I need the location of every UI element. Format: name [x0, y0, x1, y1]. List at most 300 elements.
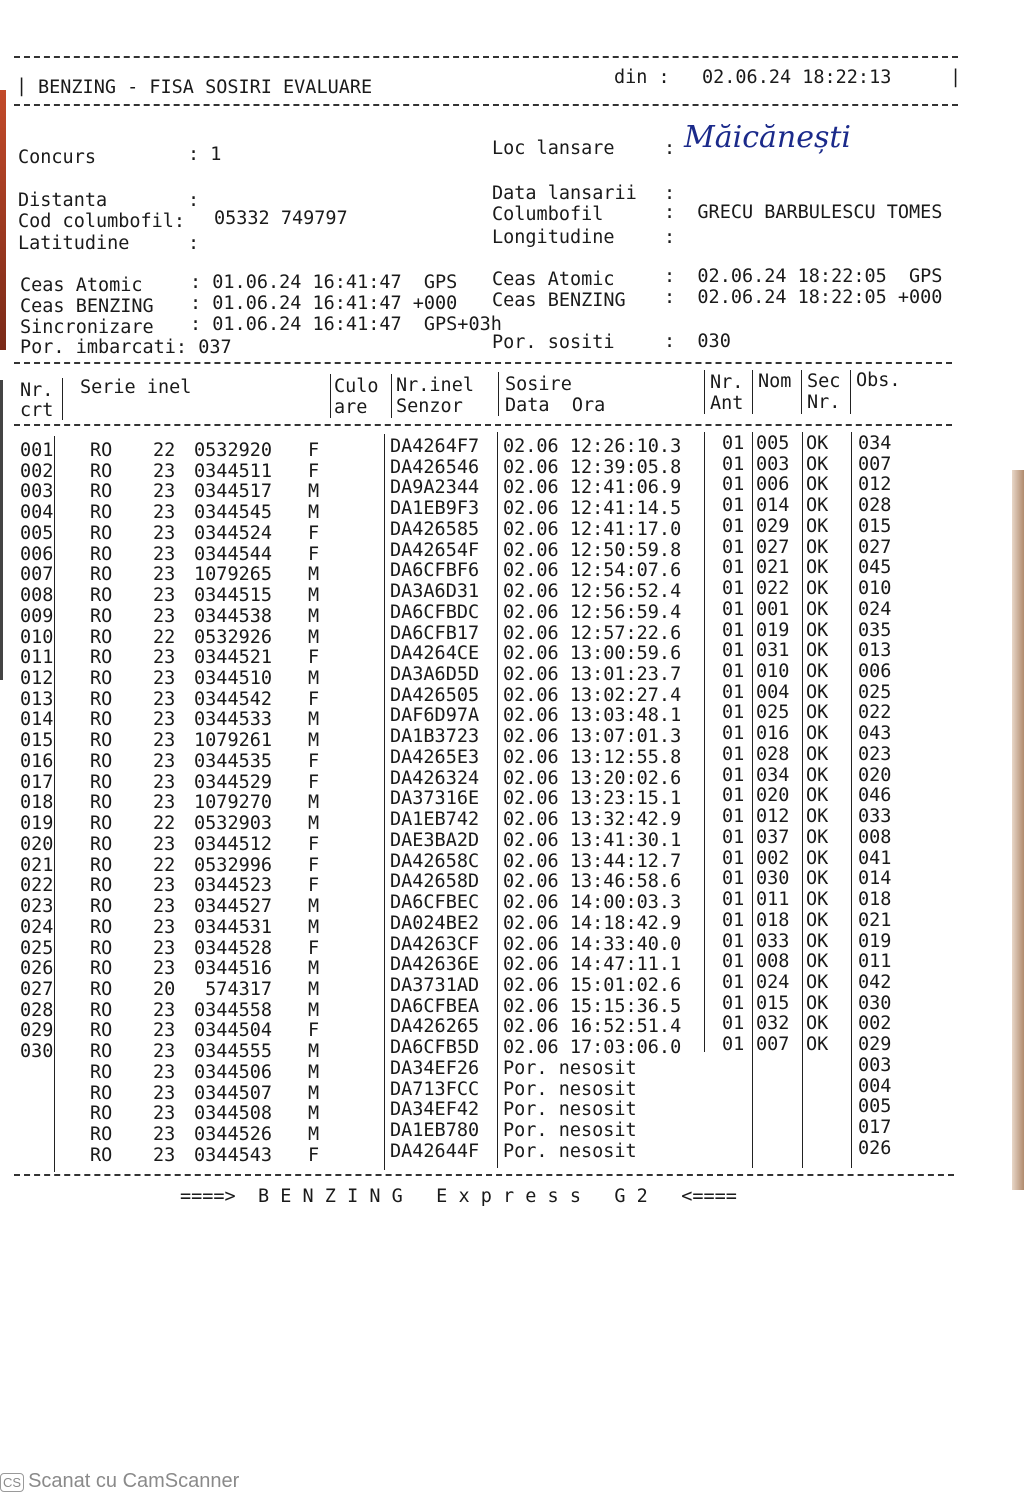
- ceas-atomic-end: : 02.06.24 18:22:05 GPS: [664, 266, 943, 287]
- cell-sex: F: [308, 647, 320, 669]
- cell-serie-tara: RO: [90, 792, 113, 814]
- cell-sec-nr: OK: [806, 536, 829, 558]
- cell-obs: 010: [858, 578, 892, 600]
- cell-sex: M: [308, 999, 320, 1021]
- cell-serie-tara: RO: [90, 626, 113, 648]
- cell-serie-numar: 0344517: [194, 481, 272, 503]
- cell-sosire: Por. nesosit: [503, 1140, 637, 1162]
- cell-serie-numar: 1079261: [194, 730, 272, 752]
- body-sep-5: [752, 432, 753, 1168]
- cell-nom: 037: [756, 826, 790, 848]
- cell-serie-an: 23: [153, 668, 176, 690]
- concurs-value: : 1: [188, 144, 222, 165]
- cell-nom: 010: [756, 661, 790, 683]
- cell-nr-crt: 010: [20, 626, 54, 648]
- cell-serie-tara: RO: [90, 1020, 113, 1042]
- header-sep-3: [391, 374, 392, 418]
- cell-serie-tara: RO: [90, 543, 113, 565]
- cell-nr-ant: 01: [722, 909, 745, 931]
- cell-sex: M: [308, 1061, 320, 1083]
- cell-nr-crt: 025: [20, 937, 54, 959]
- cell-nr-crt: 012: [20, 668, 54, 690]
- cell-sosire: Por. nesosit: [503, 1057, 637, 1079]
- ceas-benzing-end: : 02.06.24 18:22:05 +000: [664, 287, 943, 308]
- header-pipe-right: |: [950, 67, 962, 88]
- cell-nr-ant: 01: [722, 764, 745, 786]
- cell-nr-ant: 01: [722, 723, 745, 745]
- cell-sosire: Por. nesosit: [503, 1099, 637, 1121]
- cell-sec-nr: OK: [806, 723, 829, 745]
- cod-columbofil-value: 05332 749797: [214, 208, 348, 229]
- cell-serie-tara: RO: [90, 709, 113, 731]
- cell-serie-numar: 0344543: [194, 1144, 272, 1166]
- cell-nom: 022: [756, 578, 790, 600]
- cell-nr-inel-senzor: DA1B3723: [390, 726, 480, 748]
- cell-sosire: 02.06 13:12:55.8: [503, 746, 682, 768]
- cell-sex: F: [308, 440, 320, 461]
- benzing-express-footer: ====> B E N Z I N G E x p r e s s G 2 <====: [180, 1186, 737, 1207]
- cell-sex: M: [308, 481, 320, 503]
- cell-serie-tara: RO: [90, 1144, 113, 1166]
- cell-nr-ant: 01: [722, 847, 745, 869]
- ceas-atomic-label: Ceas Atomic: [20, 275, 143, 296]
- cell-nr-ant: 01: [722, 598, 745, 620]
- document-title: BENZING - FISA SOSIRI EVALUARE: [38, 77, 373, 98]
- cell-serie-numar: 0344512: [194, 833, 272, 855]
- cell-nr-crt: 016: [20, 750, 54, 772]
- cell-serie-tara: RO: [90, 1082, 113, 1104]
- cell-sec-nr: OK: [806, 971, 829, 993]
- cell-nr-crt: 007: [20, 564, 54, 586]
- cell-serie-an: 23: [153, 605, 176, 627]
- din-value: 02.06.24 18:22:13: [702, 67, 892, 88]
- cell-nr-inel-senzor: DA4264CE: [390, 643, 480, 665]
- cell-obs: 015: [858, 515, 892, 537]
- cell-serie-numar: 0344523: [194, 875, 272, 897]
- cell-nr-inel-senzor: DA426585: [390, 518, 480, 540]
- cell-serie-numar: 0344511: [194, 460, 272, 482]
- cell-nr-inel-senzor: DA6CFBF6: [390, 560, 480, 582]
- cell-obs: 023: [858, 743, 892, 765]
- cell-serie-an: 23: [153, 1041, 176, 1063]
- cell-serie-tara: RO: [90, 668, 113, 690]
- cell-serie-numar: 0344555: [194, 1041, 272, 1063]
- cell-serie-tara: RO: [90, 854, 113, 876]
- cell-nr-inel-senzor: DA426265: [390, 1016, 480, 1038]
- cell-nr-ant: 01: [722, 951, 745, 973]
- cell-nr-inel-senzor: DA6CFB17: [390, 622, 480, 644]
- cell-nom: 033: [756, 930, 790, 952]
- cell-nom: 028: [756, 743, 790, 765]
- cell-nr-ant: 01: [722, 889, 745, 911]
- cell-nr-crt: 029: [20, 1020, 54, 1042]
- cell-serie-numar: 0344506: [194, 1061, 272, 1083]
- cell-sec-nr: OK: [806, 557, 829, 579]
- cell-nom: 032: [756, 1013, 790, 1035]
- cell-sec-nr: OK: [806, 743, 829, 765]
- cell-serie-numar: 574317: [205, 978, 272, 1000]
- cell-nr-ant: 01: [722, 433, 745, 454]
- cell-serie-an: 23: [153, 1144, 176, 1166]
- cell-serie-an: 23: [153, 564, 176, 586]
- cell-serie-tara: RO: [90, 896, 113, 918]
- cell-serie-an: 23: [153, 1124, 176, 1146]
- cell-serie-numar: 0344545: [194, 502, 272, 524]
- cell-sex: M: [308, 1082, 320, 1104]
- cell-nr-crt: 003: [20, 481, 54, 503]
- cell-nom: 004: [756, 681, 790, 703]
- cell-nr-crt: 022: [20, 875, 54, 897]
- cell-sosire: 02.06 13:41:30.1: [503, 829, 682, 851]
- cell-sosire: 02.06 12:39:05.8: [503, 456, 682, 478]
- cell-serie-an: 23: [153, 1082, 176, 1104]
- cell-nr-inel-senzor: DA4263CF: [390, 933, 480, 955]
- col-sec-nr-2: Nr.: [807, 392, 841, 413]
- cell-obs: 028: [858, 495, 892, 517]
- col-sosire-1: Sosire: [505, 374, 572, 395]
- camscanner-watermark: [0, 1470, 239, 1493]
- cell-nr-ant: 01: [722, 743, 745, 765]
- cell-serie-an: 23: [153, 647, 176, 669]
- sincronizare-label: Sincronizare: [20, 317, 154, 338]
- header-sep-4: [498, 372, 499, 416]
- porumbei-sositi-label: Por. sositi: [492, 332, 615, 353]
- cell-sec-nr: OK: [806, 474, 829, 496]
- cell-nr-ant: 01: [722, 640, 745, 662]
- cell-nr-inel-senzor: DA1EB9F3: [390, 498, 480, 520]
- cell-nr-inel-senzor: DA426505: [390, 684, 480, 706]
- cell-nr-inel-senzor: DA4265E3: [390, 746, 480, 768]
- cell-sex: M: [308, 1124, 320, 1146]
- cell-sex: M: [308, 668, 320, 690]
- cell-nr-crt: 004: [20, 502, 54, 524]
- cell-nr-crt: 023: [20, 896, 54, 918]
- cell-nom: 003: [756, 453, 790, 475]
- cell-sosire: 02.06 14:00:03.3: [503, 892, 682, 914]
- cell-serie-an: 22: [153, 626, 176, 648]
- cell-sex: M: [308, 626, 320, 648]
- divider-table-header: [14, 424, 952, 426]
- cell-nr-inel-senzor: DA426546: [390, 456, 480, 478]
- cell-nr-inel-senzor: DA37316E: [390, 788, 480, 810]
- cell-nr-inel-senzor: DA9A2344: [390, 477, 480, 499]
- cell-serie-tara: RO: [90, 522, 113, 544]
- cell-nr-inel-senzor: DA6CFB5D: [390, 1037, 480, 1059]
- cell-nr-ant: 01: [722, 868, 745, 890]
- cell-nr-crt: 019: [20, 813, 54, 835]
- cell-sosire: 02.06 13:02:27.4: [503, 684, 682, 706]
- cell-serie-numar: 0344507: [194, 1082, 272, 1104]
- divider-top: [14, 56, 958, 58]
- cell-sex: F: [308, 937, 320, 959]
- cell-nr-crt: 013: [20, 688, 54, 710]
- cell-nr-ant: 01: [722, 806, 745, 828]
- cell-nr-inel-senzor: DA426324: [390, 767, 480, 789]
- cell-sosire: 02.06 12:56:59.4: [503, 601, 682, 623]
- cell-sec-nr: OK: [806, 847, 829, 869]
- cell-nom: 005: [756, 433, 790, 454]
- cell-obs: 030: [858, 992, 892, 1014]
- cell-nr-inel-senzor: DAE3BA2D: [390, 829, 480, 851]
- cell-serie-numar: 0344544: [194, 543, 272, 565]
- cell-serie-an: 23: [153, 896, 176, 918]
- cell-sosire: 02.06 13:01:23.7: [503, 664, 682, 686]
- col-nr-inel-2: Senzor: [396, 396, 463, 417]
- cell-sosire: 02.06 12:50:59.8: [503, 539, 682, 561]
- cell-sex: F: [308, 1144, 320, 1166]
- cell-serie-tara: RO: [90, 1061, 113, 1083]
- cell-nr-crt: 015: [20, 730, 54, 752]
- cell-serie-numar: 0344524: [194, 522, 272, 544]
- cell-serie-numar: 0344538: [194, 605, 272, 627]
- cell-obs: 046: [858, 785, 892, 807]
- cell-nr-inel-senzor: DA42636E: [390, 954, 480, 976]
- cell-serie-an: 23: [153, 750, 176, 772]
- cell-sosire: Por. nesosit: [503, 1078, 637, 1100]
- cell-sec-nr: OK: [806, 889, 829, 911]
- cell-sec-nr: OK: [806, 992, 829, 1014]
- header-sep-8: [850, 370, 851, 414]
- cell-nr-ant: 01: [722, 992, 745, 1014]
- latitudine-colon: :: [188, 233, 200, 254]
- cell-sec-nr: OK: [806, 806, 829, 828]
- col-nr-inel-1: Nr.inel: [396, 375, 474, 396]
- cell-sex: M: [308, 792, 320, 814]
- ceas-atomic-start: : 01.06.24 16:41:47 GPS: [190, 272, 458, 293]
- cell-nom: 034: [756, 764, 790, 786]
- cell-serie-tara: RO: [90, 481, 113, 503]
- cell-sec-nr: OK: [806, 578, 829, 600]
- cell-nr-inel-senzor: DA6CFBDC: [390, 601, 480, 623]
- cell-serie-numar: 0344510: [194, 668, 272, 690]
- cell-sex: F: [308, 833, 320, 855]
- cell-obs: 007: [858, 453, 892, 475]
- cell-sex: F: [308, 750, 320, 772]
- col-sec-nr-1: Sec: [807, 371, 841, 392]
- cell-nr-crt: 028: [20, 999, 54, 1021]
- cell-obs: 022: [858, 702, 892, 724]
- cell-serie-tara: RO: [90, 750, 113, 772]
- cell-nom: 024: [756, 971, 790, 993]
- cell-sosire: 02.06 12:41:06.9: [503, 477, 682, 499]
- cell-serie-tara: RO: [90, 833, 113, 855]
- cell-sec-nr: OK: [806, 909, 829, 931]
- cell-serie-an: 23: [153, 833, 176, 855]
- cell-serie-an: 23: [153, 1103, 176, 1125]
- cell-sosire: 02.06 12:26:10.3: [503, 436, 682, 457]
- cell-sosire: 02.06 13:00:59.6: [503, 643, 682, 665]
- cell-nom: 006: [756, 474, 790, 496]
- cell-nr-inel-senzor: DA34EF26: [390, 1057, 480, 1079]
- cell-serie-numar: 0532920: [194, 440, 272, 461]
- cell-nr-ant: 01: [722, 515, 745, 537]
- cell-sex: F: [308, 543, 320, 565]
- cell-serie-an: 23: [153, 916, 176, 938]
- cell-sex: M: [308, 502, 320, 524]
- cell-obs: 012: [858, 474, 892, 496]
- cell-sec-nr: OK: [806, 433, 829, 454]
- cell-obs: 005: [858, 1096, 892, 1118]
- cell-serie-tara: RO: [90, 813, 113, 835]
- cell-sex: M: [308, 585, 320, 607]
- cell-obs: 042: [858, 971, 892, 993]
- cell-serie-tara: RO: [90, 875, 113, 897]
- cell-sosire: 02.06 15:15:36.5: [503, 995, 682, 1017]
- cell-serie-tara: RO: [90, 1041, 113, 1063]
- cell-nom: 020: [756, 785, 790, 807]
- cell-nom: 015: [756, 992, 790, 1014]
- cell-nr-ant: 01: [722, 619, 745, 641]
- cell-sosire: 02.06 16:52:51.4: [503, 1016, 682, 1038]
- cell-serie-tara: RO: [90, 1124, 113, 1146]
- cell-obs: 020: [858, 764, 892, 786]
- porumbei-imbarcati: Por. imbarcati: 037: [20, 337, 232, 358]
- camscanner-text: Scanat cu CamScanner: [28, 1470, 240, 1492]
- cell-nr-ant: 01: [722, 826, 745, 848]
- cell-sex: M: [308, 1103, 320, 1125]
- cell-obs: 027: [858, 536, 892, 558]
- ceas-benzing-end-label: Ceas BENZING: [492, 290, 626, 311]
- col-nr-ant-1: Nr.: [710, 372, 744, 393]
- cell-sosire: 02.06 15:01:02.6: [503, 974, 682, 996]
- cell-serie-numar: 0344533: [194, 709, 272, 731]
- cell-sosire: 02.06 14:33:40.0: [503, 933, 682, 955]
- cell-serie-tara: RO: [90, 771, 113, 793]
- longitudine-colon: :: [664, 227, 676, 248]
- columbofil-value: : GRECU BARBULESCU TOMES: [664, 202, 943, 223]
- cell-nr-crt: 011: [20, 647, 54, 669]
- cell-nr-ant: 01: [722, 971, 745, 993]
- cell-obs: 041: [858, 847, 892, 869]
- cell-nr-crt: 018: [20, 792, 54, 814]
- cell-sex: M: [308, 813, 320, 835]
- divider-table-top: [14, 362, 952, 364]
- cell-sosire: 02.06 12:54:07.6: [503, 560, 682, 582]
- cell-nr-ant: 01: [722, 578, 745, 600]
- cell-serie-tara: RO: [90, 730, 113, 752]
- cell-nom: 019: [756, 619, 790, 641]
- cell-serie-an: 23: [153, 1061, 176, 1083]
- col-culoare-1: Culo: [334, 376, 379, 397]
- cell-sex: F: [308, 522, 320, 544]
- cell-sosire: Por. nesosit: [503, 1120, 637, 1142]
- cell-serie-tara: RO: [90, 460, 113, 482]
- cell-serie-tara: RO: [90, 937, 113, 959]
- cell-obs: 024: [858, 598, 892, 620]
- cell-sosire: 02.06 17:03:06.0: [503, 1037, 682, 1059]
- cell-obs: 011: [858, 951, 892, 973]
- cell-serie-an: 23: [153, 688, 176, 710]
- cell-serie-numar: 0344535: [194, 750, 272, 772]
- cell-obs: 004: [858, 1075, 892, 1097]
- cell-obs: 025: [858, 681, 892, 703]
- cell-obs: 034: [858, 433, 892, 454]
- cell-sec-nr: OK: [806, 661, 829, 683]
- col-culoare-2: are: [334, 397, 368, 418]
- cell-nr-ant: 01: [722, 557, 745, 579]
- loc-lansare-label: Loc lansare: [492, 138, 615, 159]
- cell-serie-numar: 0344521: [194, 647, 272, 669]
- cell-nr-crt: 006: [20, 543, 54, 565]
- cell-obs: 017: [858, 1117, 892, 1139]
- body-sep-3: [497, 432, 498, 1168]
- camscanner-icon: CS: [0, 1473, 24, 1492]
- header-sep-6: [752, 370, 753, 414]
- ceas-benzing-start: : 01.06.24 16:41:47 +000: [190, 293, 458, 314]
- cell-sex: M: [308, 730, 320, 752]
- header-sep-1: [62, 378, 63, 420]
- cell-sosire: 02.06 12:57:22.6: [503, 622, 682, 644]
- cell-nr-inel-senzor: DA6CFBEC: [390, 892, 480, 914]
- cell-obs: 003: [858, 1054, 892, 1076]
- loc-lansare-handwritten-value: Măicănești: [684, 120, 852, 155]
- cell-sec-nr: OK: [806, 785, 829, 807]
- header-sep-5: [704, 370, 705, 414]
- cell-serie-an: 20: [153, 978, 176, 1000]
- cell-sosire: 02.06 14:47:11.1: [503, 954, 682, 976]
- header-sep-2: [330, 374, 331, 418]
- cell-obs: 021: [858, 909, 892, 931]
- cell-sosire: 02.06 13:20:02.6: [503, 767, 682, 789]
- cell-sex: M: [308, 978, 320, 1000]
- cell-nr-crt: 009: [20, 605, 54, 627]
- cell-nom: 025: [756, 702, 790, 724]
- cell-nom: 008: [756, 951, 790, 973]
- columbofil-label: Columbofil: [492, 204, 604, 225]
- cell-nr-crt: 020: [20, 833, 54, 855]
- header-sep-7: [801, 370, 802, 414]
- paper-edge-left-shadow: [0, 380, 3, 680]
- din-label: din :: [614, 67, 670, 88]
- cell-serie-an: 23: [153, 460, 176, 482]
- data-lansarii-label: Data lansarii: [492, 183, 637, 204]
- cell-serie-numar: 0344558: [194, 999, 272, 1021]
- cell-sec-nr: OK: [806, 951, 829, 973]
- cell-nr-crt: 001: [20, 440, 54, 461]
- cell-sex: M: [308, 1041, 320, 1063]
- cell-serie-numar: 0532996: [194, 854, 272, 876]
- cell-serie-an: 23: [153, 543, 176, 565]
- col-sosire-2: Data Ora: [505, 395, 606, 416]
- distanta-label: Distanta: [18, 190, 108, 211]
- cell-serie-an: 23: [153, 585, 176, 607]
- cell-sec-nr: OK: [806, 764, 829, 786]
- longitudine-label: Longitudine: [492, 227, 615, 248]
- cell-serie-an: 22: [153, 440, 176, 461]
- cell-nr-inel-senzor: DA42658C: [390, 850, 480, 872]
- porumbei-sositi-value: : 030: [664, 331, 731, 352]
- cell-nr-inel-senzor: DA6CFBEA: [390, 995, 480, 1017]
- cell-obs: 019: [858, 930, 892, 952]
- cell-nr-inel-senzor: DA3A6D31: [390, 581, 480, 603]
- cell-serie-tara: RO: [90, 999, 113, 1021]
- latitudine-label: Latitudine: [18, 233, 130, 254]
- cell-nom: 030: [756, 868, 790, 890]
- cell-sec-nr: OK: [806, 826, 829, 848]
- cell-serie-an: 23: [153, 502, 176, 524]
- cell-nom: 001: [756, 598, 790, 620]
- cell-sec-nr: OK: [806, 515, 829, 537]
- cell-serie-an: 23: [153, 937, 176, 959]
- cell-obs: 043: [858, 723, 892, 745]
- cell-serie-numar: 0344527: [194, 896, 272, 918]
- cell-obs: 018: [858, 889, 892, 911]
- cell-serie-an: 23: [153, 958, 176, 980]
- col-nom: Nom: [758, 371, 792, 392]
- cell-obs: 002: [858, 1013, 892, 1035]
- cell-nr-ant: 01: [722, 1034, 745, 1056]
- cell-sex: M: [308, 896, 320, 918]
